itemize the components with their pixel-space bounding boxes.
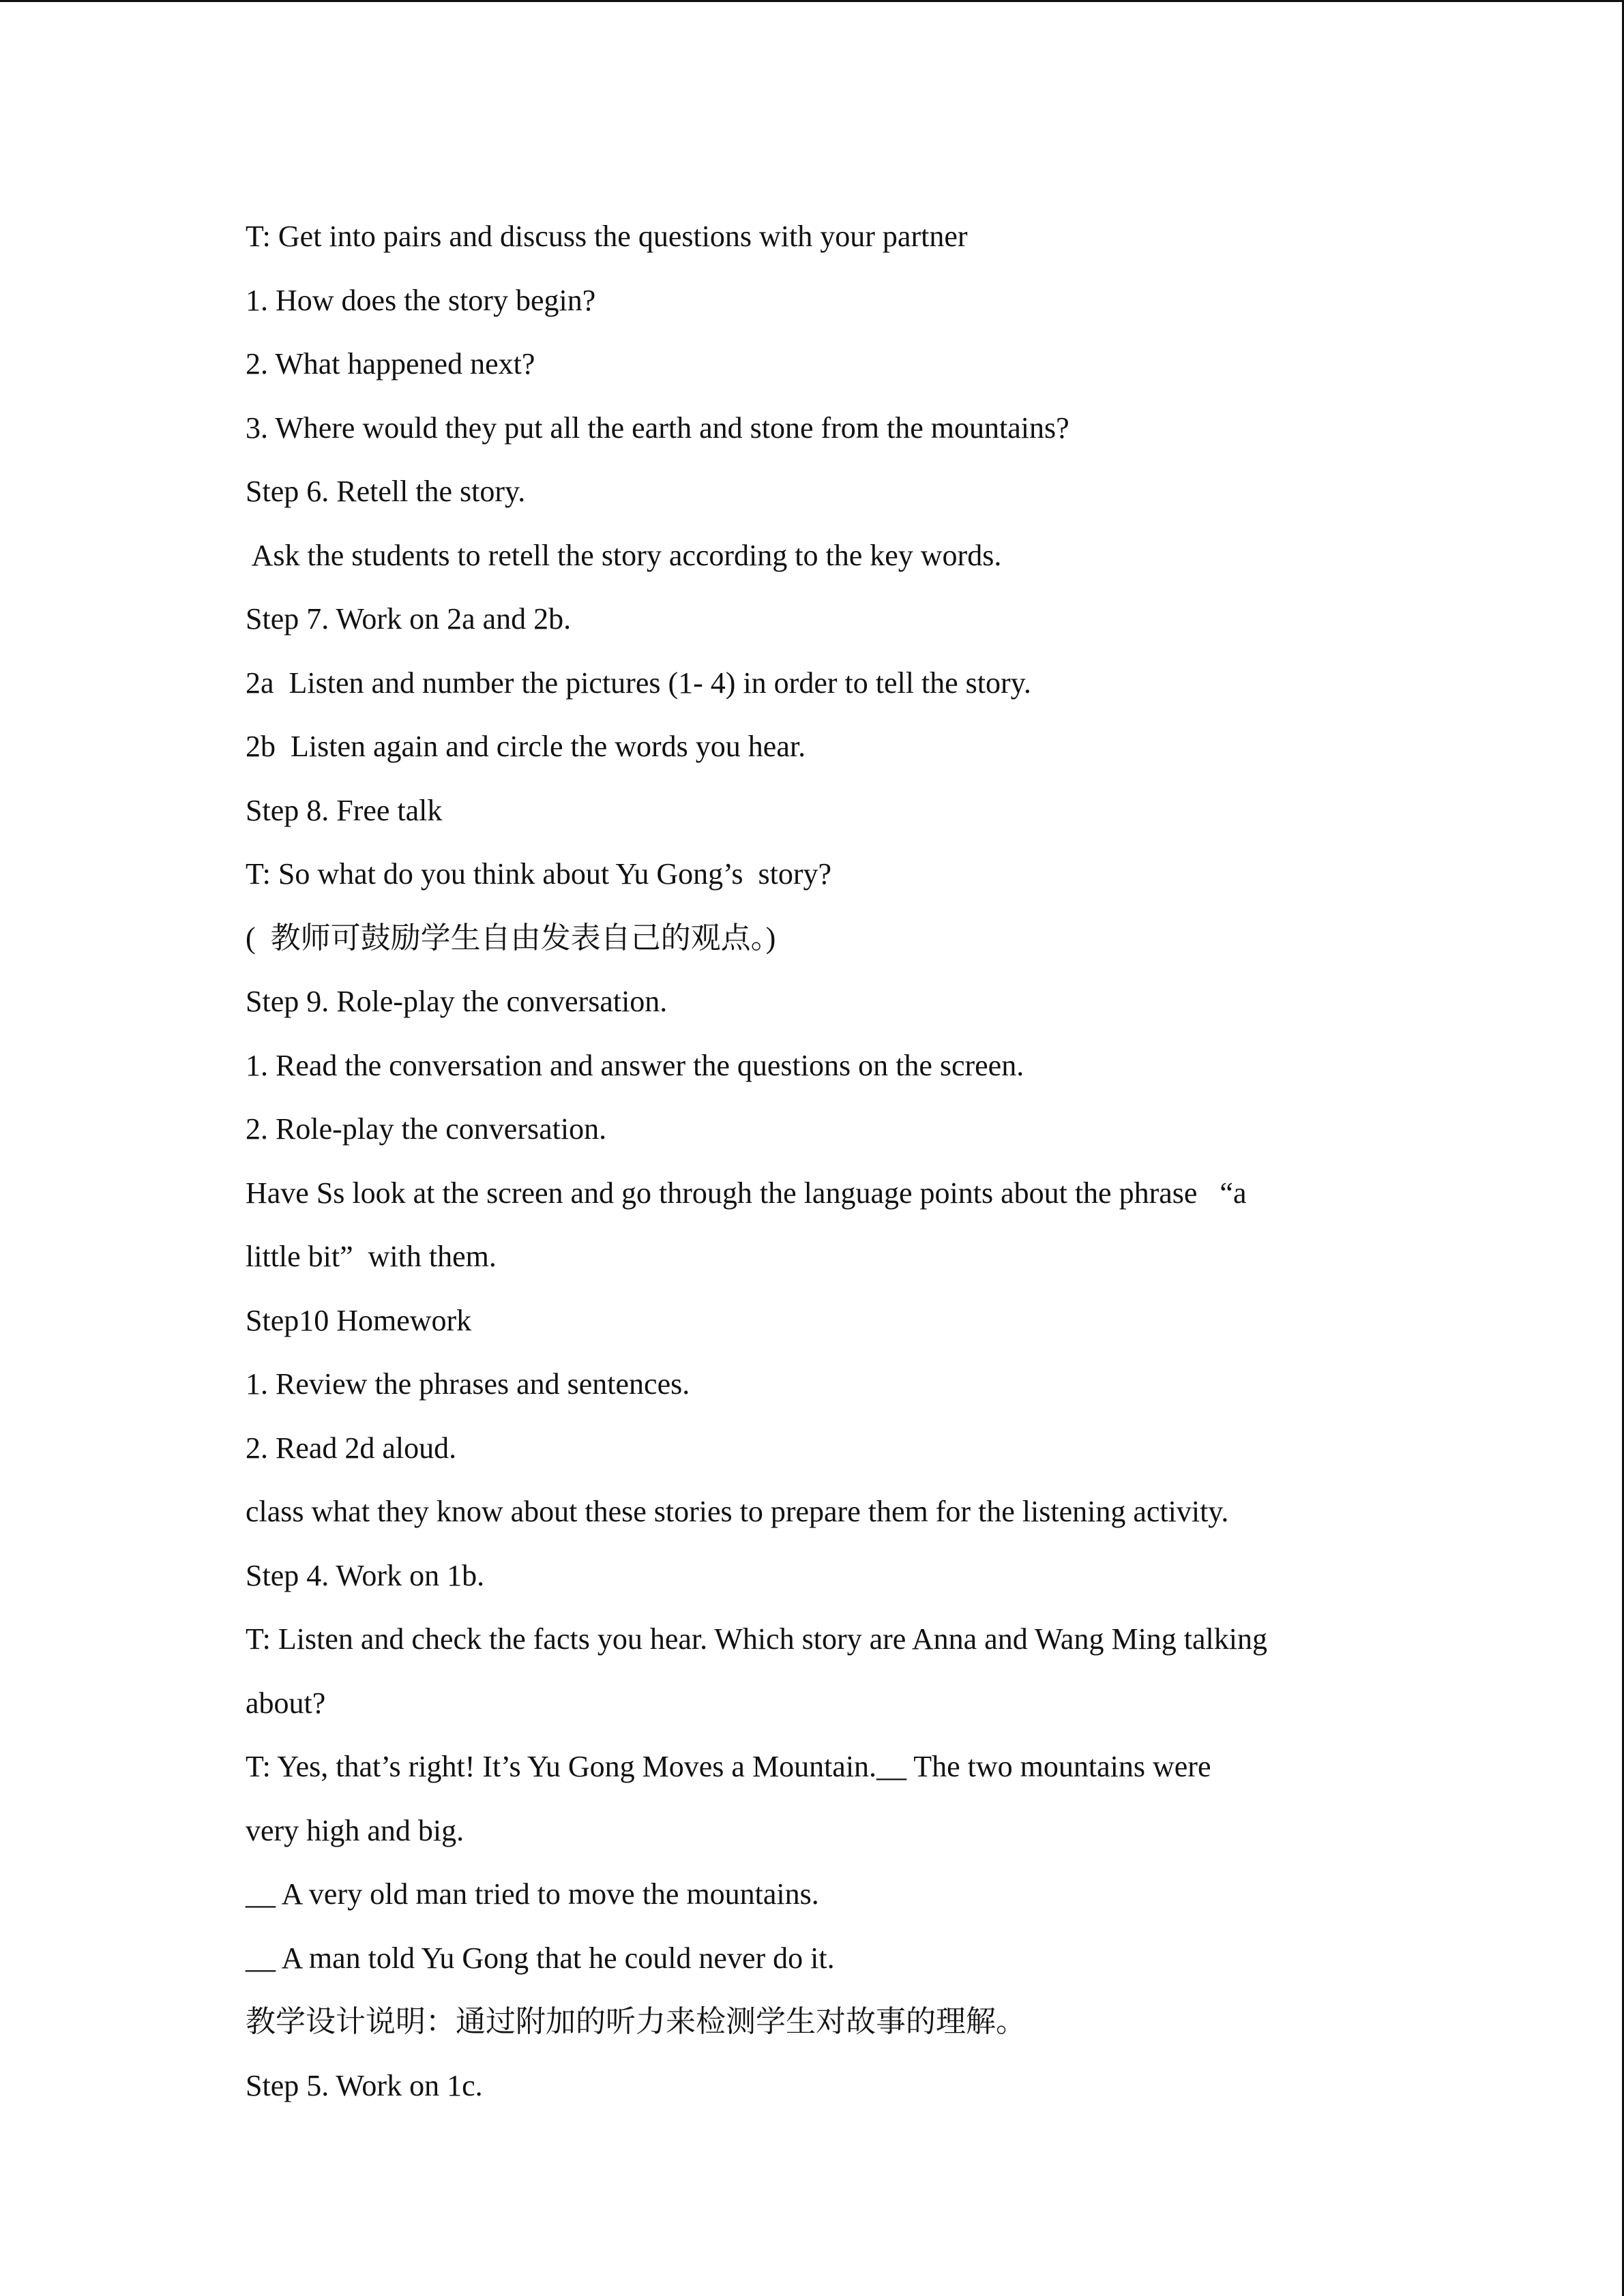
document-body	[246, 205, 1391, 2117]
step-6-instruction: Ask the students to retell the story according to the key words.	[246, 538, 1002, 572]
step-9-heading: Step 9. Role-play the conversation.	[246, 985, 668, 1018]
step-8-heading: Step 8. Free talk	[246, 793, 443, 827]
fact-item-2: __ A man told Yu Gong that he could never do it.	[246, 1941, 835, 1975]
question-3: 3. Where would they put all the earth and stone from the mountains?	[246, 411, 1069, 445]
homework-item-1: 1. Review the phrases and sentences.	[246, 1367, 690, 1401]
answer-line-1: T: Yes, that’s right! It’s Yu Gong Moves a Mountain.__ The two mountains were	[246, 1750, 1211, 1783]
task-2b: 2b Listen again and circle the words you hear.	[246, 730, 806, 763]
step-5-heading: Step 5. Work on 1c.	[246, 2068, 483, 2102]
step-4-instruction-line-2: about?	[246, 1686, 326, 1720]
listening-prep-text: class what they know about these stories to prepare them for the listening activity.	[246, 1495, 1229, 1528]
step-6-heading: Step 6. Retell the story.	[246, 475, 526, 508]
teacher-note: ( 教师可鼓励学生自由发表自己的观点。)	[246, 921, 776, 955]
language-points-line-1: Have Ss look at the screen and go through the language points about the phrase “a	[246, 1176, 1247, 1210]
task-2a: 2a Listen and number the pictures (1- 4) in order to tell the story.	[246, 666, 1031, 700]
answer-line-2: very high and big.	[246, 1813, 464, 1847]
fact-item-1: __ A very old man tried to move the mountains.	[246, 1877, 819, 1911]
instruction-pair-discussion: T: Get into pairs and discuss the questions with your partner	[246, 220, 968, 253]
step-4-heading: Step 4. Work on 1b.	[246, 1558, 485, 1592]
homework-item-2: 2. Read 2d aloud.	[246, 1431, 457, 1465]
step-4-instruction-line-1: T: Listen and check the facts you hear. Which story are Anna and Wang Ming talking	[246, 1622, 1267, 1656]
language-points-line-2: little bit” with them.	[246, 1240, 497, 1273]
question-1: 1. How does the story begin?	[246, 283, 596, 317]
step-9-item-2: 2. Role-play the conversation.	[246, 1112, 607, 1146]
design-note: 教学设计说明：通过附加的听力来检测学生对故事的理解。	[246, 2005, 1026, 2038]
step-10-heading: Step10 Homework	[246, 1303, 472, 1337]
step-9-item-1: 1. Read the conversation and answer the questions on the screen.	[246, 1048, 1024, 1082]
question-2: 2. What happened next?	[246, 347, 535, 381]
step-7-heading: Step 7. Work on 2a and 2b.	[246, 602, 572, 636]
top-border	[0, 0, 1624, 2]
free-talk-question: T: So what do you think about Yu Gong’s story?	[246, 857, 832, 891]
